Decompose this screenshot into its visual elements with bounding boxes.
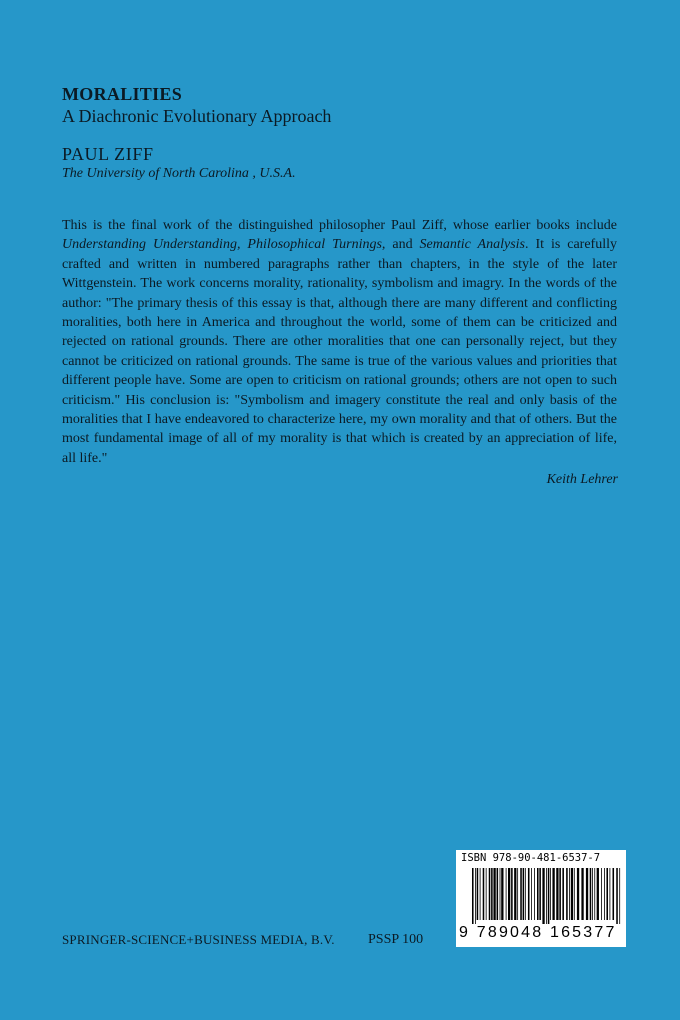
barcode-bar — [500, 868, 501, 920]
isbn-label: ISBN 978-90-481-6537-7 — [461, 852, 601, 864]
barcode-bar — [511, 868, 513, 920]
book-subtitle: A Diachronic Evolutionary Approach — [62, 106, 332, 126]
barcode-bar — [489, 868, 491, 920]
barcode-bar — [480, 868, 481, 920]
barcode-bar — [483, 868, 485, 920]
barcode-bar — [477, 868, 479, 920]
author-affiliation: The University of North Carolina , U.S.A. — [62, 166, 296, 181]
blurb-signature: Keith Lehrer — [546, 472, 618, 487]
barcode-bar — [523, 868, 525, 920]
barcode-bar — [539, 868, 541, 920]
barcode-bar — [534, 868, 535, 920]
barcode-bar — [616, 868, 618, 924]
barcode-bar — [592, 868, 593, 920]
barcode-bar — [491, 868, 493, 920]
barcode-bar — [537, 868, 539, 920]
barcode-bar — [556, 868, 558, 920]
barcode-bar — [559, 868, 561, 920]
barcode-bar — [525, 868, 526, 920]
barcode-bar — [586, 868, 588, 920]
barcode-bar — [562, 868, 564, 920]
barcode-bar — [577, 868, 579, 920]
barcode-bar — [472, 868, 474, 924]
barcode-bar — [548, 868, 550, 924]
barcode-bar — [601, 868, 602, 920]
barcode-bar — [574, 868, 575, 920]
publisher-name: SPRINGER-SCIENCE+BUSINESS MEDIA, B.V. — [62, 932, 335, 947]
barcode-bar — [542, 868, 544, 924]
barcode-bar — [566, 868, 568, 920]
barcode-bar — [552, 868, 554, 920]
barcode-bar — [610, 868, 611, 920]
ean-digits: 9 789048 165377 — [459, 924, 617, 941]
blurb-book-titles: Understanding Understanding, Philosophical Turnings, — [62, 237, 386, 253]
barcode-bar — [619, 868, 620, 924]
barcode-bar — [604, 868, 605, 920]
barcode-bar — [594, 868, 595, 920]
barcode-bars — [472, 868, 622, 924]
barcode-bar — [597, 868, 599, 920]
barcode-bar — [501, 868, 503, 920]
blurb-text — [62, 216, 617, 468]
barcode-bar — [606, 868, 608, 920]
blurb-part-2: and — [385, 237, 420, 253]
barcode-bar — [506, 868, 507, 920]
barcode-bar — [528, 868, 530, 920]
barcode-bar — [613, 868, 615, 920]
series-number: PSSP 100 — [368, 932, 424, 947]
barcode-bar — [581, 868, 583, 920]
barcode-bar — [531, 868, 532, 920]
barcode-bar — [546, 868, 547, 924]
isbn-barcode — [456, 850, 626, 947]
barcode-bar — [590, 868, 592, 920]
barcode-bar — [517, 868, 518, 920]
author-name: PAUL ZIFF — [62, 144, 154, 164]
barcode-bar — [475, 868, 476, 924]
barcode-bar — [514, 868, 516, 920]
barcode-bar — [571, 868, 573, 920]
barcode-bar — [508, 868, 510, 920]
blurb-part-3: . It is carefully crafted and written in numbered paragraphs rather than chapters, in the style of the later Wittgenstein. The work concerns morality, rationality, symbolism and imagry. In the words of the author: "The primary thesis of this essay is that, although there are many different and conflicting moralities, both here in America and throughout the world, some of them can be criticized and rejected on rational grounds. There are other moralities that one can personally reject, but they cannot be criticized on rational grounds. The same is true of the various values and priorities that different people have. Some are open to criticism on rational grounds; others are not open to such criticism." His conclusion is: "Symbolism and imagery constitute the real and only basis of the moralities that I have endeavored to characterize here, my own morality and that of others. But the most fundamental image of all of my morality is that which is created by an appreciation of life, all life." — [62, 237, 617, 466]
barcode-bar — [493, 868, 495, 920]
book-title: MORALITIES — [62, 84, 183, 104]
barcode-bar — [520, 868, 522, 920]
barcode-bar — [497, 868, 499, 920]
blurb-book-title-3: Semantic Analysis — [419, 237, 526, 253]
barcode-bar — [486, 868, 487, 920]
blurb-paragraph — [62, 216, 617, 468]
blurb-part-1: This is the final work of the distinguished philosopher Paul Ziff, whose earlier books include — [62, 218, 617, 233]
barcode-bar — [569, 868, 570, 920]
barcode-bar — [550, 868, 551, 920]
